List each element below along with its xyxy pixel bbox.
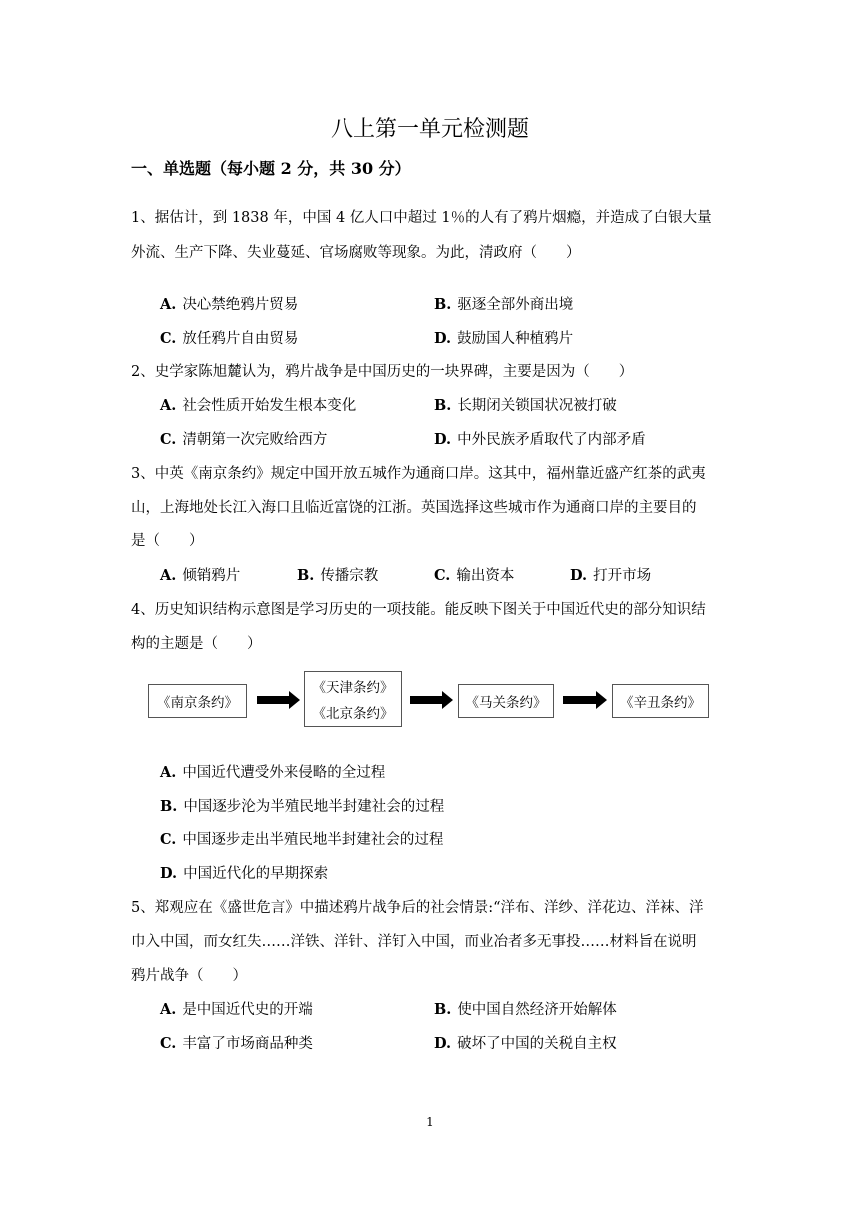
q4-option-c[interactable] <box>160 828 443 849</box>
option-text: 社会性质开始发生根本变化 <box>182 398 357 414</box>
q4-option-d[interactable] <box>160 862 328 883</box>
option-letter: D. <box>434 330 452 347</box>
q5-option-d[interactable] <box>434 1032 617 1053</box>
option-letter: D. <box>434 1035 452 1052</box>
treaty-box-maguan: 《马关条约》 <box>458 684 554 718</box>
option-text: 破坏了中国的关税自主权 <box>457 1036 617 1052</box>
treaty-box-tianjin-beijing <box>304 671 402 727</box>
option-text: 决心禁绝鸦片贸易 <box>182 297 299 313</box>
option-letter: B. <box>434 397 452 414</box>
page-number: 1 <box>426 1115 434 1129</box>
option-letter: B. <box>434 296 452 313</box>
q5-stem-line2: 巾入中国，而女红失……洋铁、洋针、洋钉入中国，而业冶者多无事投……材料旨在说明 <box>131 934 697 950</box>
q4-option-a[interactable] <box>160 761 385 782</box>
option-letter: C. <box>160 1035 177 1052</box>
q5-option-b[interactable] <box>434 998 617 1019</box>
option-text: 中外民族矛盾取代了内部矛盾 <box>457 432 646 448</box>
q5-stem-line3: 鸦片战争（ ） <box>131 968 247 984</box>
q1-option-d[interactable] <box>434 327 573 348</box>
option-text: 传播宗教 <box>320 568 379 584</box>
option-letter: B. <box>297 567 315 584</box>
q1-stem-line2: 外流、生产下降、失业蔓延、官场腐败等现象。为此，清政府（ ） <box>131 245 581 261</box>
option-text: 丰富了市场商品种类 <box>182 1036 313 1052</box>
treaty-label-tianjin: 《天津条约》 <box>312 680 394 696</box>
q5-option-c[interactable] <box>160 1032 313 1053</box>
q1-stem-line1: 1、据估计，到 1838 年，中国 4 亿人口中超过 1％的人有了鸦片烟瘾，并造成了白银大量 <box>131 210 712 226</box>
option-letter: A. <box>160 397 177 414</box>
option-letter: C. <box>160 330 177 347</box>
q2-option-d[interactable] <box>434 428 646 449</box>
q5-option-a[interactable] <box>160 998 313 1019</box>
option-letter: A. <box>160 567 177 584</box>
option-text: 中国近代化的早期探索 <box>183 866 329 882</box>
q4-stem-line2: 构的主题是（ ） <box>131 636 262 652</box>
option-text: 使中国自然经济开始解体 <box>457 1002 617 1018</box>
q1-option-a[interactable] <box>160 293 298 314</box>
q2-stem-line1: 2、史学家陈旭麓认为，鸦片战争是中国历史的一块界碑，主要是因为（ ） <box>131 364 634 380</box>
q3-option-b[interactable] <box>297 564 378 585</box>
q2-option-c[interactable] <box>160 428 327 449</box>
option-text: 打开市场 <box>593 568 652 584</box>
option-letter: B. <box>160 798 178 815</box>
option-text: 鼓励国人种植鸦片 <box>457 331 574 347</box>
option-text: 长期闭关锁国状况被打破 <box>457 398 617 414</box>
q3-stem-line1: 3、中英《南京条约》规定中国开放五城作为通商口岸。这其中，福州靠近盛产红茶的武夷 <box>131 466 706 482</box>
flow-arrow-icon <box>410 696 443 704</box>
option-text: 倾销鸦片 <box>182 568 241 584</box>
page-title: 八上第一单元检测题 <box>330 117 529 142</box>
q3-option-d[interactable] <box>570 564 651 585</box>
option-text: 输出资本 <box>456 568 515 584</box>
q3-stem-line2: 山，上海地处长江入海口且临近富饶的江浙。英国选择这些城市作为通商口岸的主要目的 <box>131 500 697 516</box>
option-letter: C. <box>160 831 177 848</box>
option-text: 驱逐全部外商出境 <box>457 297 574 313</box>
q3-option-a[interactable] <box>160 564 240 585</box>
section-heading: 一、单选题（每小题 2 分，共 30 分） <box>131 159 411 178</box>
option-letter: D. <box>570 567 588 584</box>
q5-stem-line1: 5、郑观应在《盛世危言》中描述鸦片战争后的社会情景:“洋布、洋纱、洋花边、洋袜、洋 <box>131 900 704 916</box>
treaty-box-nanjing: 《南京条约》 <box>148 684 247 718</box>
option-text: 中国近代遭受外来侵略的全过程 <box>182 765 386 781</box>
option-letter: D. <box>160 865 178 882</box>
option-letter: B. <box>434 1001 452 1018</box>
flow-arrow-icon <box>563 696 597 704</box>
q3-stem-line3: 是（ ） <box>131 533 204 549</box>
option-text: 是中国近代史的开端 <box>182 1002 313 1018</box>
treaty-box-xinchou: 《辛丑条约》 <box>612 684 709 718</box>
option-letter: A. <box>160 1001 177 1018</box>
option-letter: D. <box>434 431 452 448</box>
option-text: 中国逐步走出半殖民地半封建社会的过程 <box>182 832 444 848</box>
option-letter: A. <box>160 764 177 781</box>
option-text: 清朝第一次完败给西方 <box>182 432 328 448</box>
treaty-label-beijing: 《北京条约》 <box>312 706 394 722</box>
q1-option-b[interactable] <box>434 293 573 314</box>
q4-stem-line1: 4、历史知识结构示意图是学习历史的一项技能。能反映下图关于中国近代史的部分知识结 <box>131 602 706 618</box>
q1-option-c[interactable] <box>160 327 298 348</box>
flow-arrow-icon <box>257 696 290 704</box>
option-letter: C. <box>434 567 451 584</box>
option-text: 中国逐步沦为半殖民地半封建社会的过程 <box>183 799 445 815</box>
option-letter: A. <box>160 296 177 313</box>
option-text: 放任鸦片自由贸易 <box>182 331 299 347</box>
option-letter: C. <box>160 431 177 448</box>
q4-option-b[interactable] <box>160 795 444 816</box>
q3-option-c[interactable] <box>434 564 514 585</box>
q2-option-b[interactable] <box>434 394 617 415</box>
q2-option-a[interactable] <box>160 394 356 415</box>
